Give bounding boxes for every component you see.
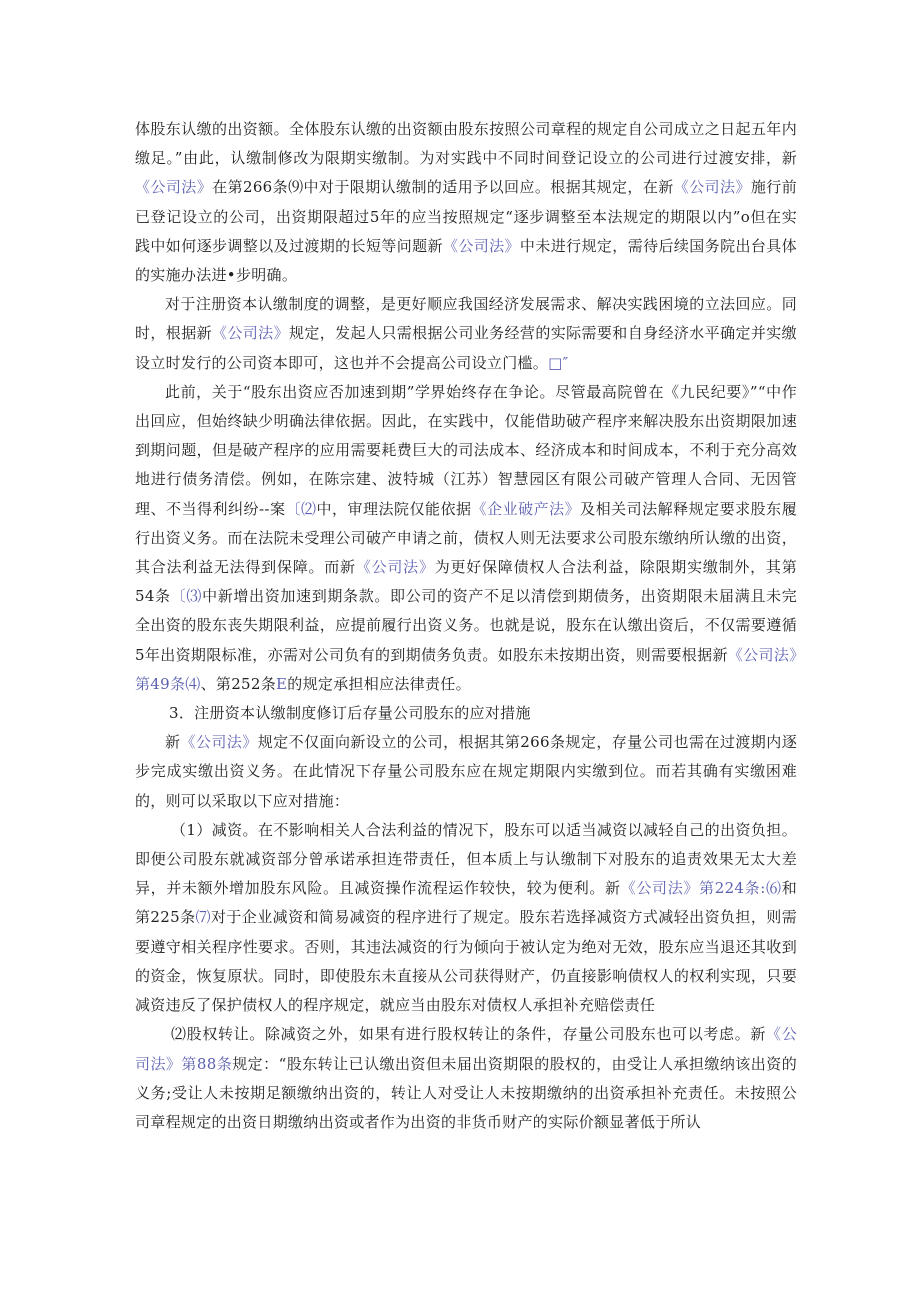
text-run: 在第266条⑼中对于限期认缴制的适用予以回应。根据其规定，在新	[212, 178, 674, 197]
text-run: 规定不仅面向新设立的公司，根据其第266条规定，存量公司也需在过渡期内逐步完成实缴出资义务。在此情况下存量公司股东应在规定期限内实缴到位。而若其确有实缴困难的，则可以采取以下应对措施：	[135, 733, 797, 810]
text-run: ⑵股权转让。除减资之外，如果有进行股权转让的条件，存量公司股东也可以考虑。新	[171, 1025, 767, 1044]
paragraph	[135, 1020, 797, 1137]
text-run: 对于注册资本认缴制度的调整，是更好顺应我国经济发展需求、解决实践困境的立法回应。同时，根据新	[135, 295, 797, 343]
citation-link[interactable]: E	[276, 674, 288, 693]
citation-link[interactable]: 《公司法》	[135, 178, 213, 197]
text-run: 规定，发起人只需根据公司业务经营的实际需要和自身经济水平确定并实缴设立时发行的公司资本即可，这也并不会提高公司设立门槛。	[135, 324, 797, 372]
paragraph	[135, 816, 797, 1020]
paragraph	[135, 378, 797, 699]
text-run: 为更好保障债权人合法利益，除限期实缴制外，其第54条	[135, 558, 798, 606]
citation-link[interactable]: 《企业破产法》	[471, 499, 581, 518]
text-run: 对于企业减资和简易减资的程序进行了规定。股东若选择减资方式减轻出资负担，则需要遵守相关程序性要求。否则，其违法减资的行为倾向于被认定为绝对无效，股东应当退还其收到的资金，恢复原状。同时，即使股东未直接从公司获得财产，仍直接影响债权人的权利实现，只要减资违反了保护债权人的程序规定，就应当由股东对债权人承担补充赔偿责任	[135, 908, 797, 1015]
text-run: 中未进行规定，需待后续国务院出台具体的实施办法进•步明确。	[135, 236, 797, 285]
text-run: 中新增出资加速到期条款。即公司的资产不足以清偿到期债务，出资期限未届满且未完全出资的股东丧失期限利益，应提前履行出资义务。也就是说，股东在认缴出资后，不仅需要遵循5年出资期限标准，亦需对公司负有的到期债务负责。如股东未按期出资，则需要根据新	[135, 587, 797, 664]
citation-link[interactable]: 《公司法》	[355, 558, 435, 577]
text-run: 3．注册资本认缴制度修订后存量公司股东的应对措施	[169, 704, 531, 723]
paragraph	[135, 728, 797, 816]
citation-link[interactable]: 《公司法》	[180, 733, 258, 752]
text-run: 规定：“股东转让已认缴出资但未届出资期限的股权的，由受让人承担缴纳该出资的义务;受让人未按期足额缴纳出资的，转让人对受让人未按期缴纳的出资承担补充责任。未按照公司章程规定的出资日期缴纳出资或者作为出资的非货币财产的实际价额显著低于所认	[135, 1054, 798, 1131]
text-run: 的规定承担相应法律责任。	[287, 674, 471, 693]
citation-link[interactable]: 《公司法》	[442, 236, 520, 255]
text-run: 新	[165, 733, 181, 752]
text-run: 及相关司法解释规定要求股东履行出资义务。而在法院未受理公司破产申请之前，债权人则无法要求公司股东缴纳所认缴的出资，其合法利益无法得到保障。而新	[135, 499, 797, 577]
text-run: 施行前已登记设立的公司，出资期限超过5年的应当按照规定“逐步调整至本法规定的期限以内”o但在实践中如何逐步调整以及过渡期的长短等问题新	[135, 178, 797, 255]
text-run: 、第252条	[200, 674, 277, 693]
citation-link[interactable]: □″	[548, 353, 569, 372]
citation-link[interactable]: 《公司法》	[673, 178, 751, 197]
paragraph	[135, 115, 797, 290]
citation-link[interactable]: 《公司法》	[211, 324, 289, 343]
section-heading	[135, 699, 797, 728]
text-run: 体股东认缴的出资额。全体股东认缴的出资额由股东按照公司章程的规定自公司成立之日起五年内缴足。”由此，认缴制修改为限期实缴制。为对实践中不同时间登记设立的公司进行过渡安排，新	[135, 120, 797, 168]
citation-link[interactable]: 《公司法》第88条	[135, 1025, 797, 1073]
text-run: 此前，关于“股东出资应否加速到期”学界始终存在争论。尽管最高院曾在《九民纪要》”“中作出回应，但始终缺少明确法律依据。因此，在实践中，仅能借助破产程序来解决股东出资期限加速到期问题，但是破产程序的应用需要耗费巨大的司法成本、经济成本和时间成本，不利于充分高效地进行债务清偿。例如，在陈宗建、波特城（江苏）智慧园区有限公司破产管理人合同、无因管理、不当得利纠纷--案	[135, 382, 797, 518]
citation-link[interactable]: 《公司法》第224条:⑹	[620, 879, 782, 898]
citation-link[interactable]: 《公司法》第49条⑷	[135, 645, 797, 693]
document-page	[135, 115, 797, 1137]
text-run: 和第225条	[135, 879, 797, 927]
paragraph	[135, 290, 797, 378]
text-run: （1）减资。在不影响相关人合法利益的情况下，股东可以适当减资以减轻自己的出资负担。即便公司股东就减资部分曾承诺承担连带责任，但本质上与认缴制下对股东的追责效果无太大差异，并未额外增加股东风险。且减资操作流程运作较快，较为便利。新	[135, 820, 797, 898]
citation-link[interactable]: ⑺	[195, 908, 211, 927]
text-run: 中，审理法院仅能依据	[316, 499, 472, 518]
citation-link[interactable]: 〔⑵	[285, 499, 317, 518]
citation-link[interactable]: 〔⑶	[170, 587, 203, 606]
